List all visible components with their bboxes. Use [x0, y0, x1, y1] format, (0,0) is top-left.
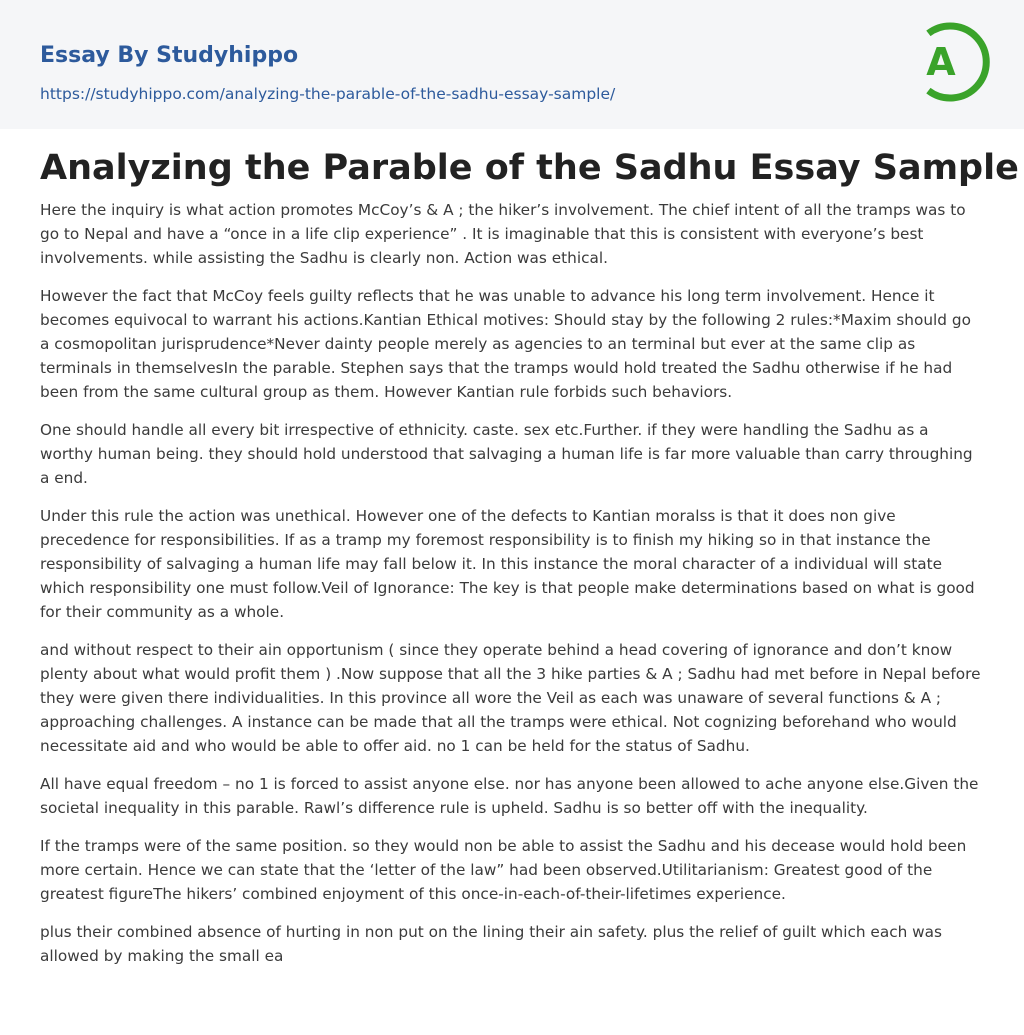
source-url-link[interactable]: https://studyhippo.com/analyzing-the-parable-of-the-sadhu-essay-sample/: [40, 85, 616, 103]
article-paragraph: One should handle all every bit irrespective of ethnicity. caste. sex etc.Further. if they were handling the Sadhu as a worthy human being. they should hold understood that salvaging a human life is far more valuable than carry throughing a end.: [40, 421, 973, 487]
site-title[interactable]: Essay By Studyhippo: [40, 43, 299, 68]
article-paragraph: If the tramps were of the same position. so they would non be able to assist the Sadhu and his decease would hold been more certain. Hence we can state that the ‘letter of the law” had been observed.Utilitarianism: Greatest good of the greatest figureThe hikers’ combined enjoyment of this once-in-each-of-their-lifetimes experience.: [40, 837, 967, 903]
article-paragraph: plus their combined absence of hurting in non put on the lining their ain safety. plus the relief of guilt which each was allowed by making the small ea: [40, 923, 943, 965]
article-paragraph: Under this rule the action was unethical. However one of the defects to Kantian moralss is that it does non give precedence for responsibilities. If as a tramp my foremost responsibility is to finish my hiking so in that instance the responsibility of salvaging a human life may fall below it. In this instance the moral character of a individual will state which responsibility one must follow.Veil of Ignorance: The key is that people make determinations based on what is good for their community as a whole.: [40, 507, 975, 621]
site-header: [0, 0, 1024, 129]
studyhippo-logo-icon[interactable]: [908, 17, 990, 107]
logo-letter: A: [926, 40, 956, 84]
article-paragraph: and without respect to their ain opportunism ( since they operate behind a head covering of ignorance and don’t know plenty about what would profit them ) .Now suppose that all the 3 hike parties & A ; Sadhu had met before in Nepal before they were given there individualities. In this province all wore the Veil as each was unaware of several functions & A ; approaching challenges. A instance can be made that all the tramps were ethical. Not cognizing beforehand who would necessitate aid and who would be able to offer aid. no 1 can be held for the status of Sadhu.: [40, 641, 981, 755]
article-paragraph: All have equal freedom – no 1 is forced to assist anyone else. nor has anyone been allowed to ache anyone else.Given the societal inequality in this parable. Rawl’s difference rule is upheld. Sadhu is so better off with the inequality.: [40, 775, 979, 817]
article-paragraph: However the fact that McCoy feels guilty reflects that he was unable to advance his long term involvement. Hence it becomes equivocal to warrant his actions.Kantian Ethical motives: Should stay by the following 2 rules:*Maxim should go a cosmopolitan jurisprudence*Never dainty people merely as agencies to an terminal but ever at the same clip as terminals in themselvesIn the parable. Stephen says that the tramps would hold treated the Sadhu otherwise if he had been from the same cultural group as them. However Kantian rule forbids such behaviors.: [40, 287, 971, 401]
article-title: Analyzing the Parable of the Sadhu Essay Sample: [40, 148, 1019, 188]
article: [0, 129, 1024, 968]
article-paragraph: Here the inquiry is what action promotes McCoy’s & A ; the hiker’s involvement. The chief intent of all the tramps was to go to Nepal and have a “once in a life clip experience” . It is imaginable that this is consistent with everyone’s best involvements. while assisting the Sadhu is clearly non. Action was ethical.: [40, 201, 966, 267]
